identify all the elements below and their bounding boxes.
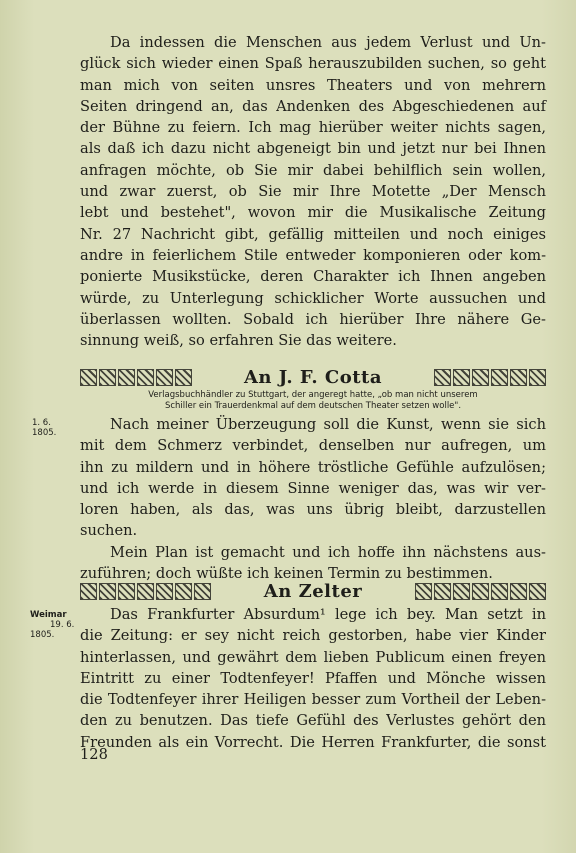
- margin-date-year: 1805.: [30, 630, 55, 640]
- text-line: man mich von seiten unsres Theaters und von mehrern: [80, 76, 546, 94]
- subtitle-line: Verlagsbuchhändler zu Stuttgart, der angeregt hatte, „ob man nicht unserem: [148, 390, 478, 400]
- letter-subtitle: [80, 390, 546, 412]
- letter-heading-zelter: [80, 580, 546, 602]
- ornament-left: [80, 369, 192, 386]
- text-line: Da indessen die Menschen aus jedem Verlust und Un-: [110, 34, 546, 51]
- text-line: die Zeitung: er sey nicht reich gestorben, habe vier Kinder: [80, 627, 546, 645]
- ornament-left: [80, 583, 211, 600]
- text-line: ponierte Musikstücke, deren Charakter ich Ihnen angeben: [80, 268, 546, 286]
- text-line: zuführen; doch wüßte ich keinen Termin zu bestimmen.: [80, 565, 493, 583]
- margin-date: [32, 418, 56, 438]
- text-line: ihn zu mildern und in höhere tröstliche Gefühle aufzulösen;: [80, 458, 546, 476]
- text-line: und ich werde in diesem Sinne weniger das, was wir ver-: [80, 479, 546, 497]
- text-line: Nr. 27 Nachricht gibt, gefällig mitteilen und noch einiges: [80, 225, 546, 243]
- text-line: überlassen wollten. Sobald ich hierüber Ihre nähere Ge-: [80, 310, 546, 328]
- text-line: loren haben, als das, was uns übrig bleibt, darzustellen: [80, 501, 546, 519]
- text-line: der Bühne zu feiern. Ich mag hierüber weiter nichts sagen,: [80, 119, 546, 137]
- text-line: mit dem Schmerz verbindet, denselben nur aufregen, um: [80, 437, 546, 455]
- letter-cotta-paragraph-1: [80, 414, 546, 542]
- text-line: Freunden als ein Vorrecht. Die Herren Frankfurter, die sonst: [80, 733, 546, 751]
- ornament-right: [434, 369, 546, 386]
- text-line: den zu benutzen. Das tiefe Gefühl des Verlustes gehört den: [80, 712, 546, 730]
- text-line: hinterlassen, und gewährt dem lieben Publicum einen freyen: [80, 648, 546, 666]
- text-line: Seiten dringend an, das Andenken des Abgeschiedenen auf: [80, 97, 546, 115]
- letter-zelter-paragraph-1: [80, 604, 546, 753]
- text-line: sinnung weiß, so erfahren Sie das weitere.: [80, 332, 397, 350]
- paragraph-intro: [80, 32, 546, 351]
- text-line: Nach meiner Überzeugung soll die Kunst, wenn sie sich: [110, 416, 546, 433]
- text-line: suchen.: [80, 522, 138, 540]
- page-number: 128: [80, 746, 108, 763]
- margin-date-day: 1. 6.: [32, 418, 51, 428]
- text-line: andre in feierlichem Stile entweder komponieren oder kom-: [80, 246, 546, 264]
- text-line: würde, zu Unterlegung schicklicher Worte aussuchen und: [80, 289, 546, 307]
- letter-heading-title: An J. F. Cotta: [243, 366, 383, 388]
- text-line: Mein Plan ist gemacht und ich hoffe ihn nächstens aus-: [110, 544, 546, 561]
- margin-place-date: [30, 610, 74, 640]
- text-line: Das Frankfurter Absurdum¹ lege ich bey. Man setzt in: [110, 606, 546, 623]
- text-line: als daß ich dazu nicht abgeneigt bin und jetzt nur bei Ihnen: [80, 140, 546, 158]
- text-line: lebt und bestehet", wovon mir die Musikalische Zeitung: [80, 204, 546, 222]
- margin-date-day: 19. 6.: [50, 620, 75, 630]
- letter-cotta-paragraph-2: [80, 542, 546, 585]
- text-line: glück sich wieder einen Spaß herauszubilden suchen, so geht: [80, 55, 546, 73]
- margin-date-year: 1805.: [32, 428, 57, 438]
- margin-place: Weimar: [30, 610, 67, 620]
- text-line: anfragen möchte, ob Sie mir dabei behilflich sein wollen,: [80, 161, 546, 179]
- text-line: und zwar zuerst, ob Sie mir Ihre Motette „Der Mensch: [80, 183, 546, 201]
- letter-heading-cotta: [80, 366, 546, 388]
- text-line: Eintritt zu einer Todtenfeyer! Pfaffen und Mönche wissen: [80, 669, 546, 687]
- subtitle-line: Schiller ein Trauerdenkmal auf dem deutschen Theater setzen wolle".: [164, 401, 462, 411]
- ornament-right: [415, 583, 546, 600]
- letter-heading-title: An Zelter: [263, 580, 363, 602]
- text-line: die Todtenfeyer ihrer Heiligen besser zum Vortheil der Leben-: [80, 691, 546, 709]
